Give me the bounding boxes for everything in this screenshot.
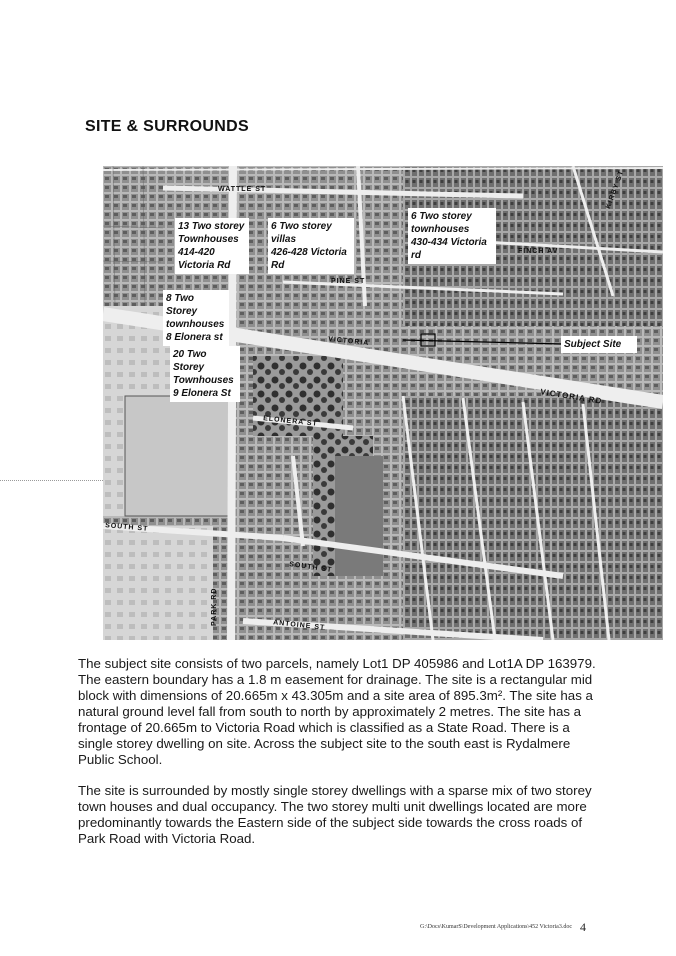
callout-426-428-victoria-rd: 6 Two storey villas 426-428 Victoria Rd — [268, 218, 354, 274]
callout-subject-site: Subject Site — [561, 336, 637, 353]
aerial-map — [103, 166, 663, 640]
street-label-park-rd-lower: PARK RD — [211, 587, 218, 626]
description-paragraph-2: The site is surrounded by mostly single storey dwellings with a sparse mix of two storey town houses and dual occupancy. The two storey multi unit dwellings located are more predominantly towards the Eastern side of the subject side towards the cross roads of Park Road with Victoria Road. — [78, 783, 592, 846]
description-paragraph-1: The subject site consists of two parcels, namely Lot1 DP 405986 and Lot1A DP 163979. The eastern boundary has a 1.8 m easement for drainage. The site is a rectangular mid block with dimensions of 20.665m x 43.305m and a site area of 895.3m². The site has a natural ground level fall from south to north by approximately 2 metres. The site has a frontage of 20.665m to Victoria Road which is classified as a State Road. There is a single storey dwelling on site. Across the subject site to the south east is Rydalmere Public School. — [78, 656, 596, 767]
page-number: 4 — [580, 920, 586, 934]
callout-414-420-victoria-rd: 13 Two storey Townhouses 414-420 Victoria Rd — [175, 218, 249, 274]
section-heading: SITE & SURROUNDS — [85, 118, 249, 135]
street-label-elonera: ELONERA ST — [262, 415, 319, 428]
street-label-victoria-road: VICTORIA RD — [539, 387, 603, 406]
callout-430-434-victoria-rd: 6 Two storey townhouses 430-434 Victoria rd — [408, 208, 496, 264]
street-label-finch: FINCH AV — [518, 248, 559, 255]
callout-9-elonera-st: 20 Two Storey Townhouses 9 Elonera St — [170, 346, 240, 402]
footer-file-path: G:\Docs\KumarS\Development Applications\452 Victoria3.doc — [420, 924, 573, 930]
callout-8-elonera-st: 8 Two Storey townhouses 8 Elonera st — [163, 290, 229, 346]
street-label-antoine: ANTOINE ST — [272, 619, 326, 632]
street-label-pine: PINE ST — [331, 278, 366, 285]
street-label-kirby: KIRBY ST — [605, 169, 626, 210]
street-label-south-st-left: SOUTH ST — [104, 522, 149, 533]
street-label-wattle: WATTLE ST — [218, 186, 267, 193]
street-label-victoria-mid: VICTORIA — [327, 335, 370, 348]
street-label-south-st-mid: SOUTH ST — [288, 561, 333, 574]
scan-artifact-line — [0, 480, 103, 481]
